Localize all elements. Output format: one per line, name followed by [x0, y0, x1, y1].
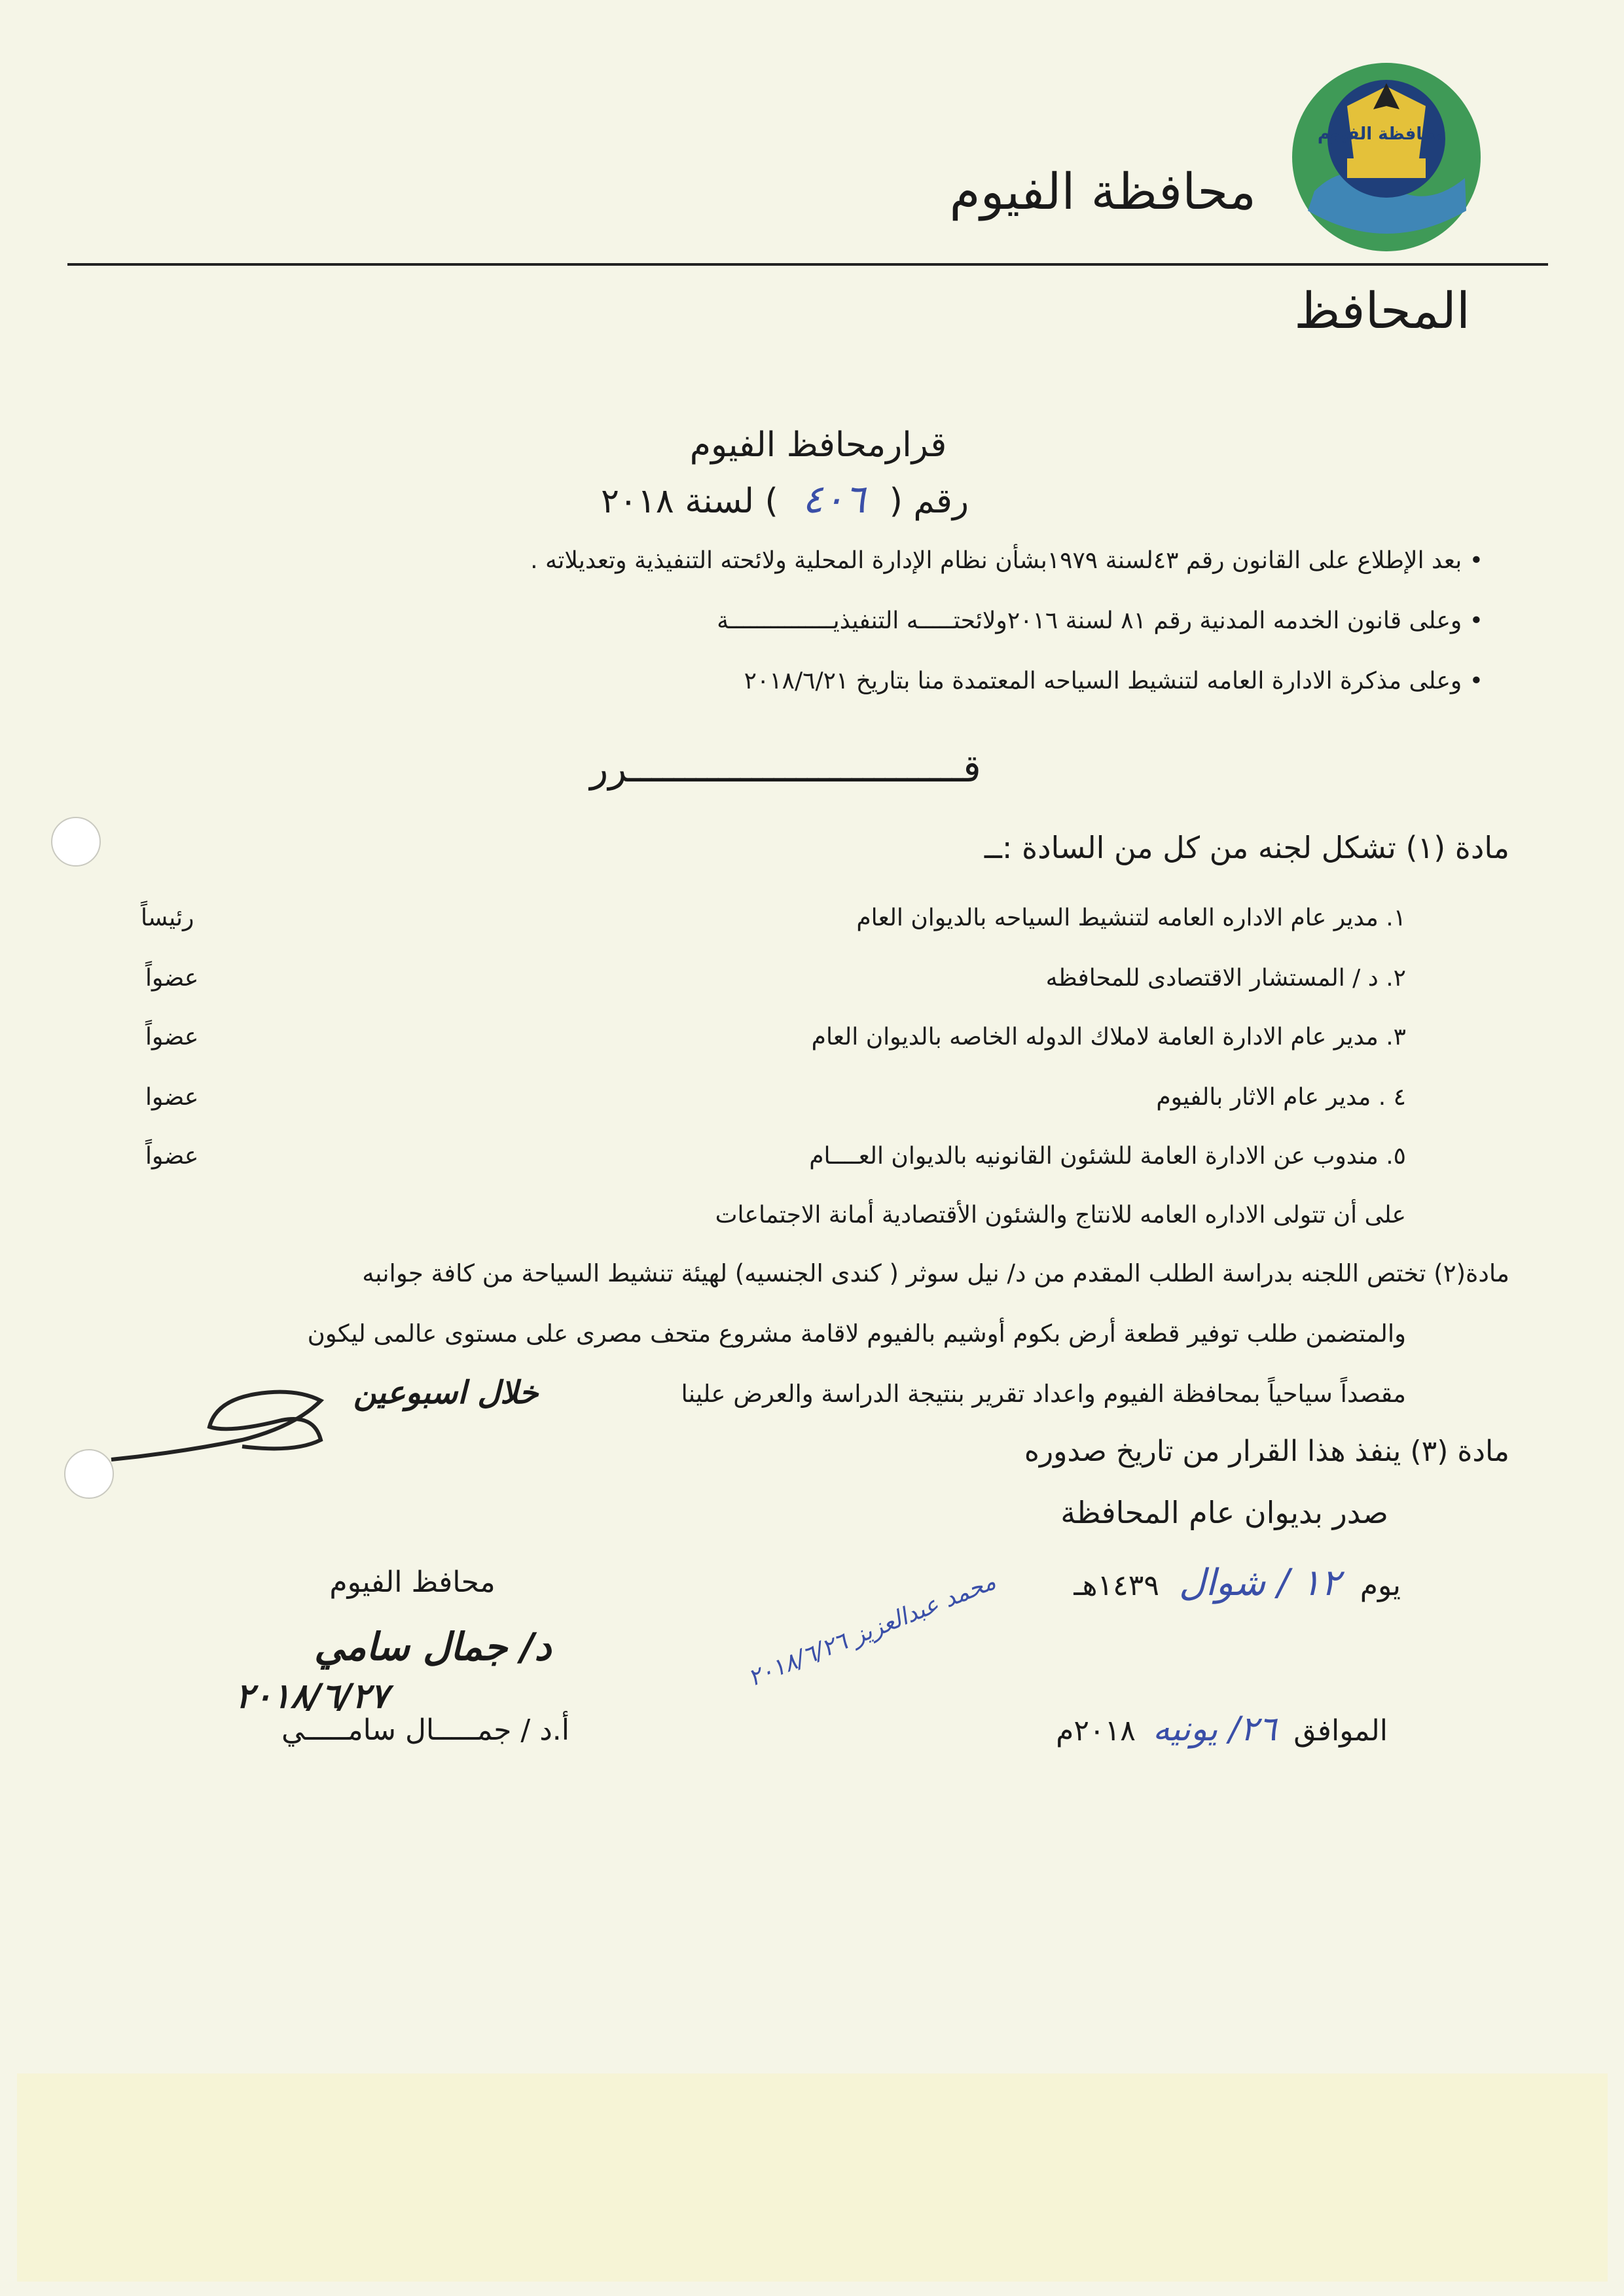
member-role: عضوا [145, 1084, 199, 1111]
member-name: ٤ . مدير عام الاثار بالفيوم [1156, 1084, 1406, 1111]
gregorian-year: ٢٠١٨م [1056, 1714, 1136, 1748]
article2-line: مقصداً سياحياً بمحافظة الفيوم واعداد تقرير بنتيجة الدراسة والعرض علينا [681, 1380, 1406, 1408]
governorate-logo [1288, 60, 1485, 254]
issued-at: صدر بديوان عام المحافظة [1060, 1495, 1388, 1530]
decree-number-label: رقم ( [889, 482, 969, 521]
signatory-handwritten-signature: د/ جمال سامي [314, 1624, 552, 1669]
member-role: عضواً [145, 1024, 199, 1050]
preamble-item: • وعلى قانون الخدمه المدنية رقم ٨١ لسنة ٢٠١٦ولائحتـــــه التنفيذيـــــــــــــــة [717, 607, 1483, 634]
header-governorate: محافظة الفيوم [949, 162, 1256, 221]
signatory-handwritten-date: ٢٠١٨/٦/٢٧ [236, 1677, 389, 1716]
article2-line: والمتضمن طلب توفير قطعة أرض بكوم أوشيم بالفيوم لاقامة مشروع متحف مصرى على مستوى عالمى ليكون [307, 1319, 1406, 1348]
gregorian-date-line [1008, 1710, 1388, 1749]
gregorian-handwritten: ٢٦/ يونيه [1152, 1710, 1277, 1749]
decree-number-value: ٤٠٦ [802, 476, 866, 522]
member-role: رئيساً [141, 905, 194, 931]
member-role: عضواً [145, 1143, 199, 1170]
member-role: عضواً [145, 965, 199, 992]
punch-hole [64, 1449, 114, 1499]
member-name: ٥. مندوب عن الادارة العامة للشئون القانونيه بالديوان العــــام [809, 1143, 1406, 1170]
article1-heading: مادة (١) تشكل لجنه من كل من السادة :ــ [984, 830, 1509, 865]
hijri-date-line [1001, 1562, 1401, 1604]
preamble-item: • بعد الإطلاع على القانون رقم ٤٣لسنة ١٩٧٩بشأن نظام الإدارة المحلية ولائحته التنفيذية وتعديلاته . [530, 547, 1483, 574]
scan-bottom-band [17, 2073, 1608, 2282]
handwritten-signature-flourish [98, 1374, 347, 1479]
member-name: ٣. مدير عام الادارة العامة لاملاك الدوله الخاصه بالديوان العام [811, 1024, 1406, 1050]
gregorian-label: الموافق [1293, 1714, 1388, 1748]
article3: مادة (٣) ينفذ هذا القرار من تاريخ صدوره [1024, 1435, 1509, 1468]
member-name: ١. مدير عام الاداره العامه لتنشيط السياحه بالديوان العام [856, 905, 1406, 931]
article2-line: مادة(٢) تختص اللجنه بدراسة الطلب المقدم من د/ نيل سوثر ( كندى الجنسيه) لهيئة تنشيط السياحة من كافة جوانبه [362, 1259, 1509, 1287]
handwritten-note: خلال اسبوعين [353, 1374, 539, 1411]
hijri-year: ١٤٣٩هـ [1074, 1569, 1160, 1602]
decree-year-label: ) لسنة ٢٠١٨ [600, 482, 778, 521]
logo-icon [1288, 60, 1485, 254]
decision-word: قــــــــــــــــــــــــــــــرر [590, 746, 981, 791]
hijri-handwritten: ١٢ / شوال [1179, 1562, 1341, 1604]
hijri-day-label: يوم [1360, 1569, 1401, 1602]
decree-title: قرارمحافظ الفيوم [689, 425, 947, 465]
logo-text: محافظة الفيوم [1317, 124, 1445, 144]
preamble-item: • وعلى مذكرة الادارة العامه لتنشيط السياحه المعتمدة منا بتاريخ ٢٠١٨/٦/٢١ [744, 668, 1483, 694]
signatory-title: محافظ الفيوم [329, 1566, 496, 1599]
punch-hole [51, 817, 101, 867]
decree-number-line [537, 476, 969, 522]
header-divider [67, 263, 1548, 266]
member-name: ٢. د / المستشار الاقتصادى للمحافظه [1045, 965, 1406, 992]
header-office: المحافظ [1294, 281, 1470, 340]
signatory-printed-name: أ.د / جمـــــال سامـــــي [281, 1713, 570, 1747]
marginal-note: محمد عبدالعزيز ٢٠١٨/٦/٢٦ [744, 1568, 1000, 1693]
article1-secretariat: على أن تتولى الاداره العامه للانتاج والشئون الأقتصادية أمانة الاجتماعات [715, 1202, 1406, 1229]
